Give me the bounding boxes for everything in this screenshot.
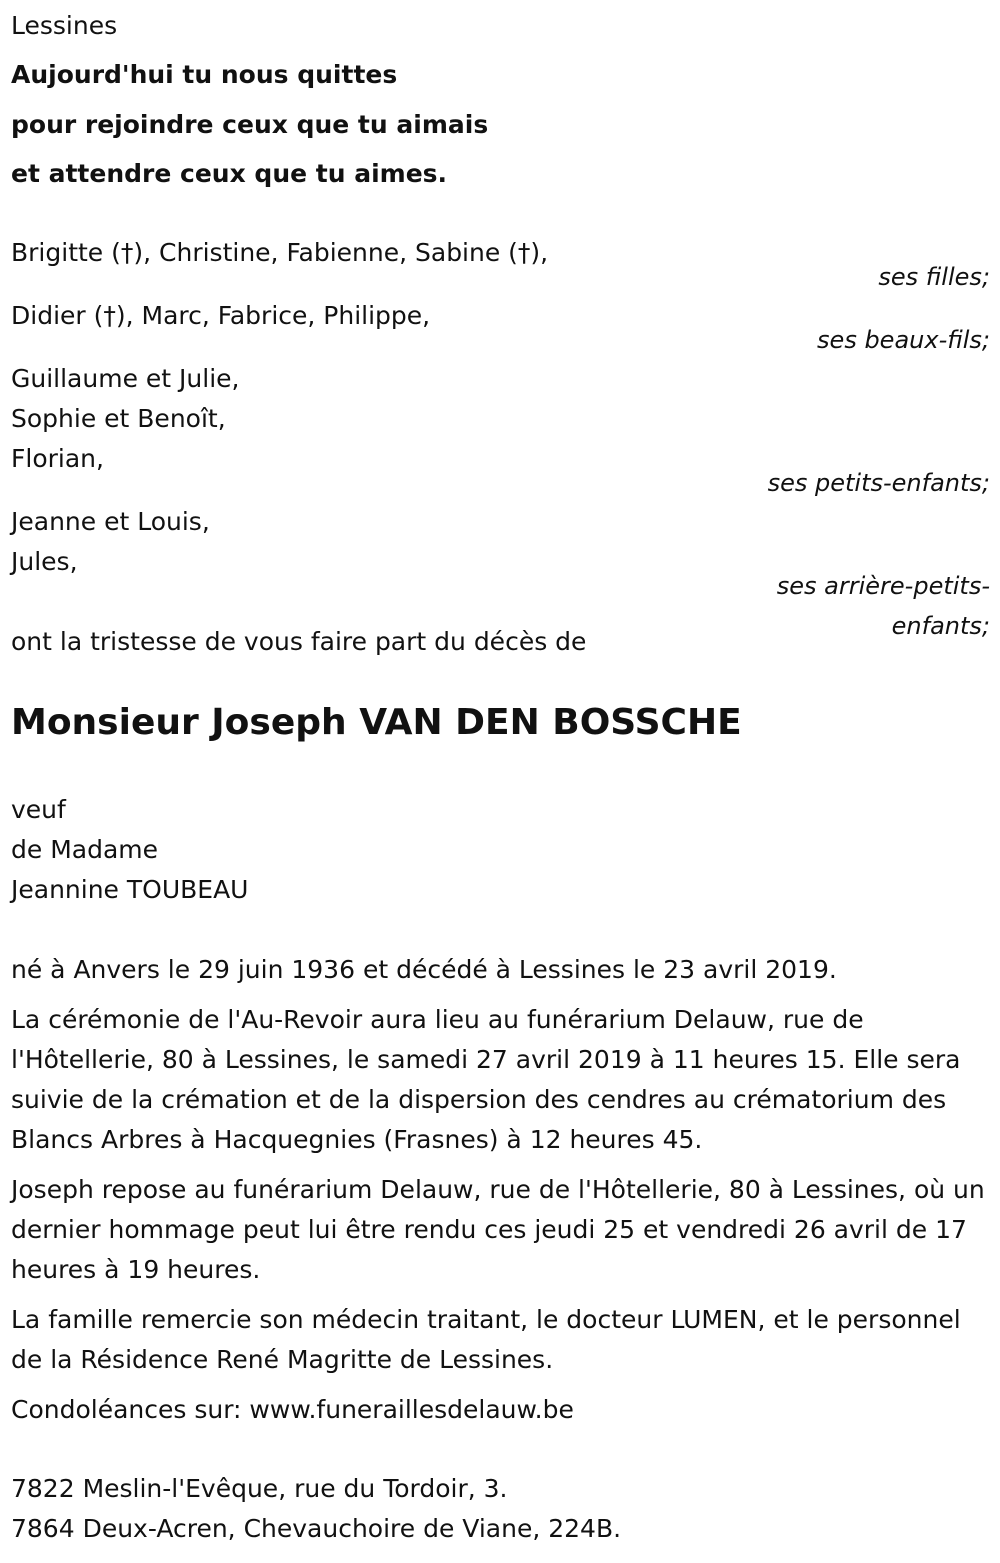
condolences-line: Condoléances sur: www.funeraillesdelauw.be [11, 1395, 574, 1424]
quote-line-3: et attendre ceux que tu aimes. [11, 159, 448, 188]
ceremony-paragraph: La cérémonie de l'Au-Revoir aura lieu au funérarium Delauw, rue de l'Hôtellerie, 80 à Lessines, le samedi 27 avril 2019 à 11 heures 15. Elle sera suivie de la crémation et de la dispersion des cendres au crématorium des Blancs Arbres à Hacquegnies (Frasnes) à 12 heures 45. [11, 1005, 961, 1154]
great-grandchildren-label-2: enfants; [891, 612, 990, 640]
widower-line: de Madame [11, 835, 159, 864]
grandchild-line: Florian, [11, 444, 104, 473]
sons-in-law-label: ses beaux-fils; [817, 326, 990, 354]
family-daughters: Brigitte (†), Christine, Fabienne, Sabine (†), [11, 238, 549, 267]
daughters-label: ses filles; [878, 263, 990, 291]
widower-line: veuf [11, 795, 66, 824]
quote-line-2: pour rejoindre ceux que tu aimais [11, 110, 489, 139]
grandchild-line: Guillaume et Julie, [11, 364, 240, 393]
address-line: 7822 Meslin-l'Evêque, rue du Tordoir, 3. [11, 1474, 508, 1503]
location: Lessines [11, 11, 118, 40]
great-grandchildren-label-1: ses arrière-petits- [776, 572, 990, 600]
great-grandchild-line: Jules, [11, 547, 78, 576]
great-grandchild-line: Jeanne et Louis, [11, 507, 210, 536]
grandchild-line: Sophie et Benoît, [11, 404, 226, 433]
birth-death-paragraph: né à Anvers le 29 juin 1936 et décédé à Lessines le 23 avril 2019. [11, 955, 837, 984]
visitation-paragraph: Joseph repose au funérarium Delauw, rue de l'Hôtellerie, 80 à Lessines, où un dernier hommage peut lui être rendu ces jeudi 25 et vendredi 26 avril de 17 heures à 19 heures. [11, 1175, 985, 1284]
address-line: 7864 Deux-Acren, Chevauchoire de Viane, 224B. [11, 1514, 622, 1543]
thanks-paragraph: La famille remercie son médecin traitant, le docteur LUMEN, et le personnel de la Résidence René Magritte de Lessines. [11, 1305, 961, 1374]
announcement: ont la tristesse de vous faire part du décès de [11, 627, 587, 656]
deceased-name: Monsieur Joseph VAN DEN BOSSCHE [11, 702, 742, 743]
grandchildren-label: ses petits-enfants; [767, 469, 990, 497]
quote-line-1: Aujourd'hui tu nous quittes [11, 60, 398, 89]
widower-line: Jeannine TOUBEAU [11, 875, 249, 904]
family-sons-in-law: Didier (†), Marc, Fabrice, Philippe, [11, 301, 431, 330]
